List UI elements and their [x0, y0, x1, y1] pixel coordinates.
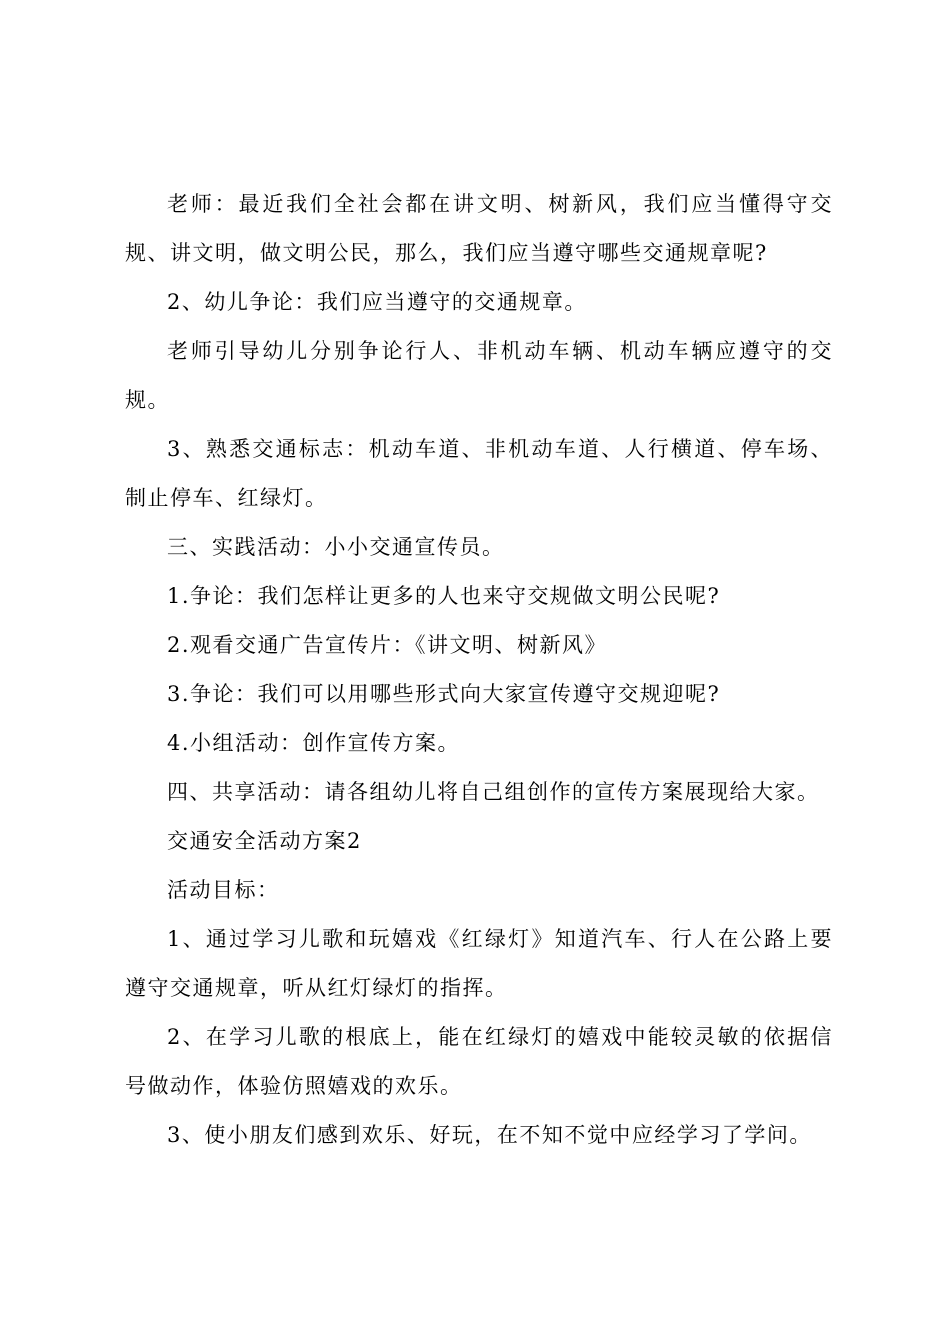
paragraph-share-activity: 四、共享活动：请各组幼儿将自己组创作的宣传方案展现给大家。 [167, 780, 820, 804]
document-body [125, 180, 833, 1160]
paragraph-goal-3: 3、使小朋友们感到欢乐、好玩，在不知不觉中应经学习了学问。 [167, 1123, 812, 1147]
paragraph-practice-item-4: 4.小组活动：创作宣传方案。 [167, 731, 461, 755]
paragraph-practice-item-3: 3.争论：我们可以用哪些形式向大家宣传遵守交规迎呢? [167, 682, 721, 706]
paragraph-goal-2: 2、在学习儿歌的根底上，能在红绿灯的嬉戏中能较灵敏的依据信号做动作，体验仿照嬉戏的欢乐。 [125, 1025, 833, 1098]
paragraph-practice-item-2: 2.观看交通广告宣传片：《讲文明、树新风》 [167, 633, 608, 657]
paragraph-children-discuss: 2、幼儿争论：我们应当遵守的交通规章。 [167, 290, 587, 314]
section-title-plan-2: 交通安全活动方案2 [167, 829, 362, 853]
paragraph-goal-1: 1、通过学习儿歌和玩嬉戏《红绿灯》知道汽车、行人在公路上要遵守交通规章，听从红灯绿灯的指挥。 [125, 927, 833, 1000]
paragraph-teacher-guide: 老师引导幼儿分别争论行人、非机动车辆、机动车辆应遵守的交规。 [125, 339, 833, 412]
paragraph-traffic-signs: 3、熟悉交通标志：机动车道、非机动车道、人行横道、停车场、制止停车、红绿灯。 [125, 437, 833, 510]
paragraph-practice-heading: 三、实践活动：小小交通宣传员。 [167, 535, 505, 559]
paragraph-teacher-question: 老师：最近我们全社会都在讲文明、树新风，我们应当懂得守交规、讲文明，做文明公民，那么，我们应当遵守哪些交通规章呢? [125, 192, 833, 265]
paragraph-practice-item-1: 1.争论：我们怎样让更多的人也来守交规做文明公民呢? [167, 584, 721, 608]
section-heading-goals: 活动目标： [167, 878, 280, 902]
